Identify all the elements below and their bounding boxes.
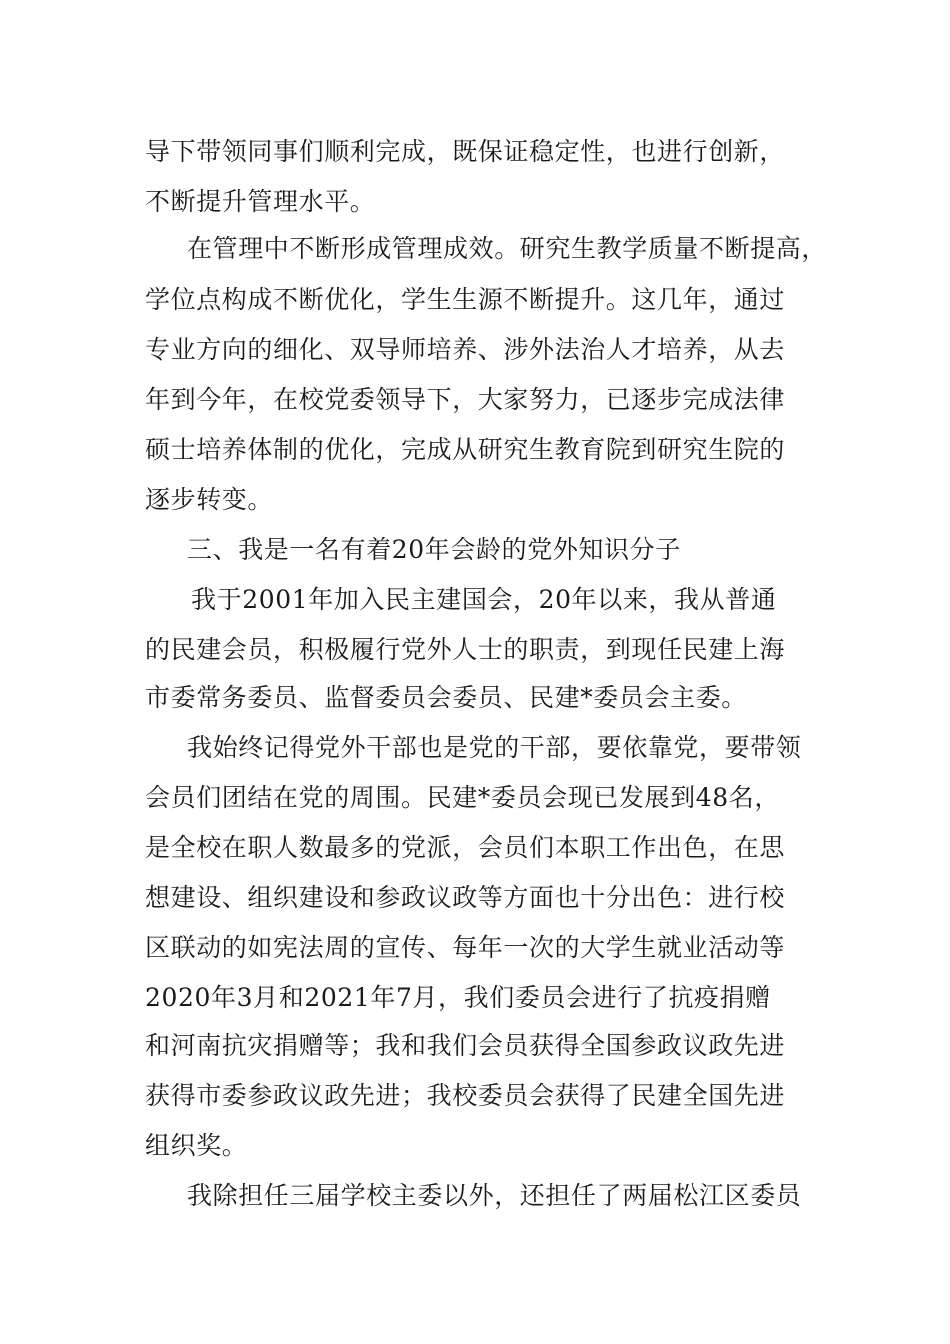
text-line: 学位点构成不断优化，学生生源不断提升。这几年，通过 [145,285,786,314]
text-line: 导下带领同事们顺利完成，既保证稳定性，也进行创新， [145,137,786,166]
text-line: 想建设、组织建设和参政议政等方面也十分出色：进行校 [145,883,786,912]
text-line: 组织奖。 [145,1131,248,1160]
text-line: 硕士培养体制的优化，完成从研究生教育院到研究生院的 [145,435,786,464]
text-line: 专业方向的细化、双导师培养、涉外法治人才培养，从去 [145,335,786,364]
paragraph-line: 我除担任三届学校主委以外，还担任了两届松江区委员 [187,1181,802,1210]
paragraph-line: 在管理中不断形成管理成效。研究生教学质量不断提高， [187,234,828,263]
text-line: 会员们团结在党的周围。民建*委员会现已发展到48名， [145,783,780,812]
text-line: 2020年3月和2021年7月，我们委员会进行了抗疫捐赠 [145,983,771,1012]
section-heading: 三、我是一名有着20年会龄的党外知识分子 [187,535,681,564]
text-line: 年到今年，在校党委领导下，大家努力，已逐步完成法律 [145,385,786,414]
text-line: 的民建会员，积极履行党外人士的职责，到现任民建上海 [145,635,786,664]
paragraph-line: 我于2001年加入民主建国会，20年以来，我从普通 [191,585,777,614]
text-line: 获得市委参政议政先进；我校委员会获得了民建全国先进 [145,1081,786,1110]
text-line: 逐步转变。 [145,485,274,514]
text-line: 市委常务委员、监督委员会委员、民建*委员会主委。 [145,683,747,712]
text-line: 区联动的如宪法周的宣传、每年一次的大学生就业活动等 [145,933,786,962]
text-line: 是全校在职人数最多的党派，会员们本职工作出色，在思 [145,833,786,862]
text-line: 和河南抗灾捐赠等；我和我们会员获得全国参政议政先进 [145,1031,786,1060]
paragraph-line: 我始终记得党外干部也是党的干部，要依靠党，要带领 [187,733,802,762]
text-line: 不断提升管理水平。 [145,187,376,216]
